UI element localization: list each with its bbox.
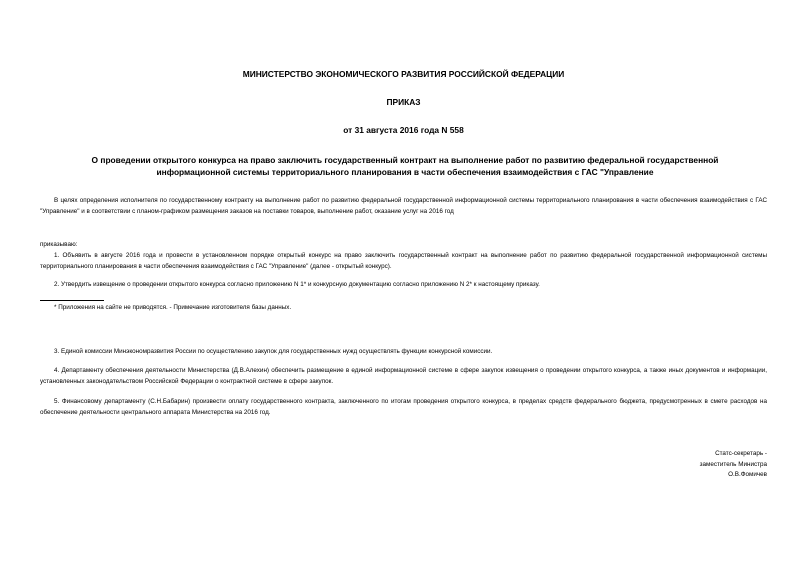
footnote: * Приложения на сайте не приводятся. - Примечание изготовителя базы данных.	[54, 304, 292, 311]
signature-position-line-1: Статс-секретарь -	[715, 450, 767, 457]
signature-name: О.В.Фомичев	[728, 471, 767, 478]
item-4-paragraph: 4. Департаменту обеспечения деятельности Министерства (Д.В.Алехин) обеспечить размещение в единой информационной системе в сфере закупок извещения о проведении открытого конкурса, а также иных документов и информации, установленных законодательством Российской Федерации о контрактной системе в сфере закупок.	[40, 367, 767, 385]
item-2-paragraph: 2. Утвердить извещение о проведении открытого конкурса согласно приложению N 1* и конкурсную документацию согласно приложению N 2* к настоящему приказу.	[54, 281, 540, 288]
document-date-number: от 31 августа 2016 года N 558	[343, 125, 464, 135]
footnote-separator	[40, 300, 104, 301]
preamble-paragraph: В целях определения исполнителя по государственному контракту на выполнение работ по развитию федеральной государственной информационной системы территориального планирования в части обеспечения взаимодействия с ГАС "Управление" и в соответствии с планом-графиком размещения заказов на поставки товаров, выполнение работ, оказание услуг на 2016 год	[40, 197, 767, 215]
ministry-heading: МИНИСТЕРСТВО ЭКОНОМИЧЕСКОГО РАЗВИТИЯ РОССИЙСКОЙ ФЕДЕРАЦИИ	[242, 69, 565, 79]
document-type: ПРИКАЗ	[386, 97, 421, 107]
order-word: приказываю:	[40, 241, 78, 248]
item-5-paragraph: 5. Финансовому департаменту (С.Н.Бабарин) произвести оплату государственного контракта, заключенного по итогам проведения открытого конкурса, в пределах средств федерального бюджета, предусмотренных в смете расходов на обеспечение деятельности центрального аппарата Министерства на 2016 год.	[40, 398, 767, 416]
document-title: О проведении открытого конкурса на право заключить государственный контракт на выполнение работ по развитию федеральной государственной информационной системы территориального планирования в части обеспечения взаимодействия с ГАС "Управление	[91, 155, 719, 177]
item-3-paragraph: 3. Единой комиссии Минэкономразвития России по осуществлению закупок для государственных нужд осуществлять функции конкурсной комиссии.	[54, 348, 493, 355]
signature-block	[700, 449, 767, 481]
item-1-paragraph: 1. Объявить в августе 2016 года и провести в установленном порядке открытый конкурс на право заключить государственный контракт на выполнение работ по развитию федеральной государственной информационной системы территориального планирования в части обеспечения взаимодействия с ГАС "Управление" (далее - открытый конкурс).	[40, 252, 767, 270]
signature-position-line-2: заместитель Министра	[699, 460, 767, 468]
